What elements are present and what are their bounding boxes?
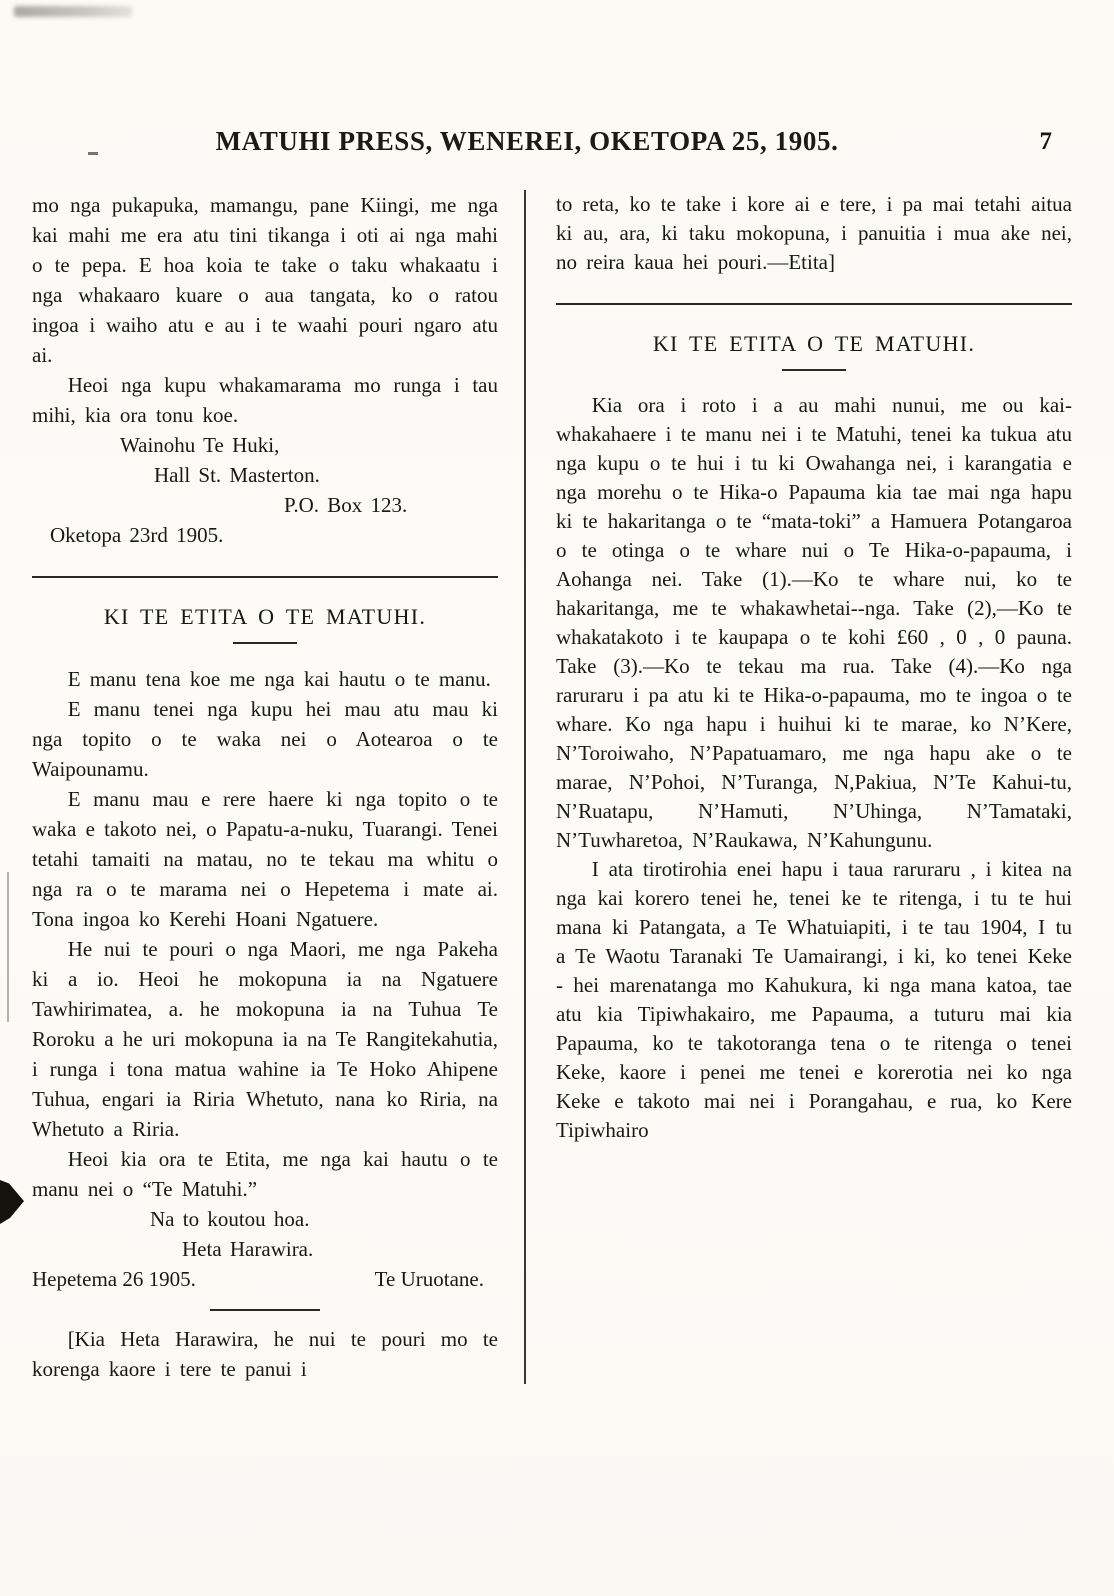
ink-blot-left-margin: [0, 1180, 24, 1224]
paragraph: Kia ora i roto i a au mahi nunui, me ou kai-whakahaere i te manu nei i te Matuhi, tenei ka tukua atu nga kupu o te hui i tu ki Owahanga nei, i karangatia e nga morehu o te Hika-o Papauma kia tae mai nga hapu ki te hakaritanga o te “mata-toki” a Hamuera Potangaroa o te otinga o te whare nui o Te Hika-o-papauma, i Aohanga nei. Take (1).—Ko te whare nui, ko te hakaritanga, me te whakawhetai--nga. Take (2),—Ko te whakatakoto i te kaupapa o te kohi £60 , 0 , 0 pauna. Take (3).—Ko te tekau ma rua. Take (4).—Ko nga raruraru i pa atu ki te Hika-o-papauma, mo te ingoa o te whare. Ko nga hapu i huihui ki te marae, ko N’Kere, N’Toroiwaho, N’Papatuamaro, me nga hapu ake o te marae, N’Pohoi, N’Turanga, N,Pakiua, N’Te Kahui-tu, N’Ruatapu, N’Hamuti, N’Uhinga, N’Tamataki, N’Tuwharetoa, N’Raukawa, N’Kahungunu.: [556, 393, 1072, 852]
scan-line-artifact: [7, 872, 9, 1022]
page-columns: [32, 190, 1084, 1384]
paragraph: E manu tena koe me nga kai hautu o te manu.: [67, 667, 491, 691]
paragraph-continuation: mo nga pukapuka, mamangu, pane Kiingi, me nga kai mahi me era atu tini tikanga i oti ai nga mahi o te pepa. E hoa koia te take o taku whakaatu i nga whakaaro kuare o aua tangata, ko o ratou ingoa i waiho atu e au i te waahi pouri ngaro atu ai.: [32, 193, 498, 367]
masthead: [60, 126, 994, 157]
signature-block: [32, 430, 498, 550]
section-heading-left: KI TE ETITA O TE MATUHI.: [103, 604, 427, 629]
section-divider-rule: [32, 576, 498, 578]
newspaper-title: MATUHI PRESS, WENEREI, OKETOPA 25, 1905.: [215, 126, 839, 156]
closing-date-row: [32, 1264, 498, 1294]
signature-po-box: P.O. Box 123.: [284, 493, 408, 517]
paragraph-editor-note: [Kia Heta Harawira, he nui te pouri mo te korenga kaore i tere te panui i: [32, 1327, 498, 1381]
closing-block: [32, 1204, 498, 1294]
heading-underline-rule: [782, 369, 846, 371]
closing-date: Hepetema 26 1905.: [32, 1267, 196, 1291]
signature-address: Hall St. Masterton.: [154, 463, 320, 487]
closing-salutation: Na to koutou hoa.: [150, 1207, 310, 1231]
heading-underline-rule: [233, 642, 297, 644]
scan-smudge-top-left: [14, 6, 132, 17]
signature-name: Wainohu Te Huki,: [120, 433, 280, 457]
paragraph: I ata tirotirohia enei hapu i taua raruraru , i kitea na nga kai korero tenei he, tenei ke te ritenga, i tu te hui mana ki Patangata, a Te Whatuiapiti, i te tau 1904, I tu a Te Waotu Taranaki Te Uamairangi, i ki, ko tenei Keke - hei marenatanga mo Kahukura, ki nga mana katoa, tae atu kia Tipiwhakairo, me Papauma, a tuturu mai kia Papauma, ko te takotoranga tena o te ritenga o tenei Keke, kaore i penei me tenei e korerotia nei ko nga Keke e takoto mai nei i Porangahau, e rua, ko Kere Tipiwhairo: [556, 857, 1072, 1142]
section-heading-right: KI TE ETITA O TE MATUHI.: [652, 331, 976, 356]
page-number: 7: [1039, 128, 1052, 155]
closing-title: Te Uruotane.: [374, 1267, 484, 1291]
left-column: [32, 190, 524, 1384]
closing-name: Heta Harawira.: [182, 1237, 314, 1261]
paragraph: He nui te pouri o nga Maori, me nga Pakeha ki a io. Heoi he mokopuna ia na Ngatuere Tawhirimatea, a. he mokopuna ia na Tuhua Te Roroku a he uri mokopuna ia na Te Rangitekahutia, i runga i tona matua wahine ia Te Hoko Ahipene Tuhua, engari ia Riria Whetuto, nana ko Riria, na Whetuto a Riria.: [32, 937, 498, 1141]
right-column: [526, 190, 1084, 1384]
paragraph: E manu mau e rere haere ki nga topito o te waka e takoto nei, o Papatu-a-nuku, Tuarangi. Tenei tetahi tamaiti na matau, no te tekau ma whitu o nga ra o te marama nei o Hepetema i mate ai. Tona ingoa ko Kerehi Hoani Ngatuere.: [32, 787, 498, 931]
paragraph: Heoi kia ora te Etita, me nga kai hautu o te manu nei o “Te Matuhi.”: [32, 1147, 498, 1201]
paragraph-editor-note-end: to reta, ko te take i kore ai e tere, i pa mai tetahi aitua ki au, ara, ki taku mokopuna, i panuitia i mua ake nei, no reira kaua hei pouri.—Etita]: [556, 192, 1072, 274]
signature-date: Oketopa 23rd 1905.: [50, 523, 224, 547]
paragraph: Heoi nga kupu whakamarama mo runga i tau mihi, kia ora tonu koe.: [32, 373, 498, 427]
paragraph: E manu tenei nga kupu hei mau atu mau ki nga topito o te waka nei o Aotearoa o te Waipounamu.: [32, 697, 498, 781]
section-divider-rule: [556, 303, 1072, 305]
editor-note-rule: [210, 1309, 320, 1311]
